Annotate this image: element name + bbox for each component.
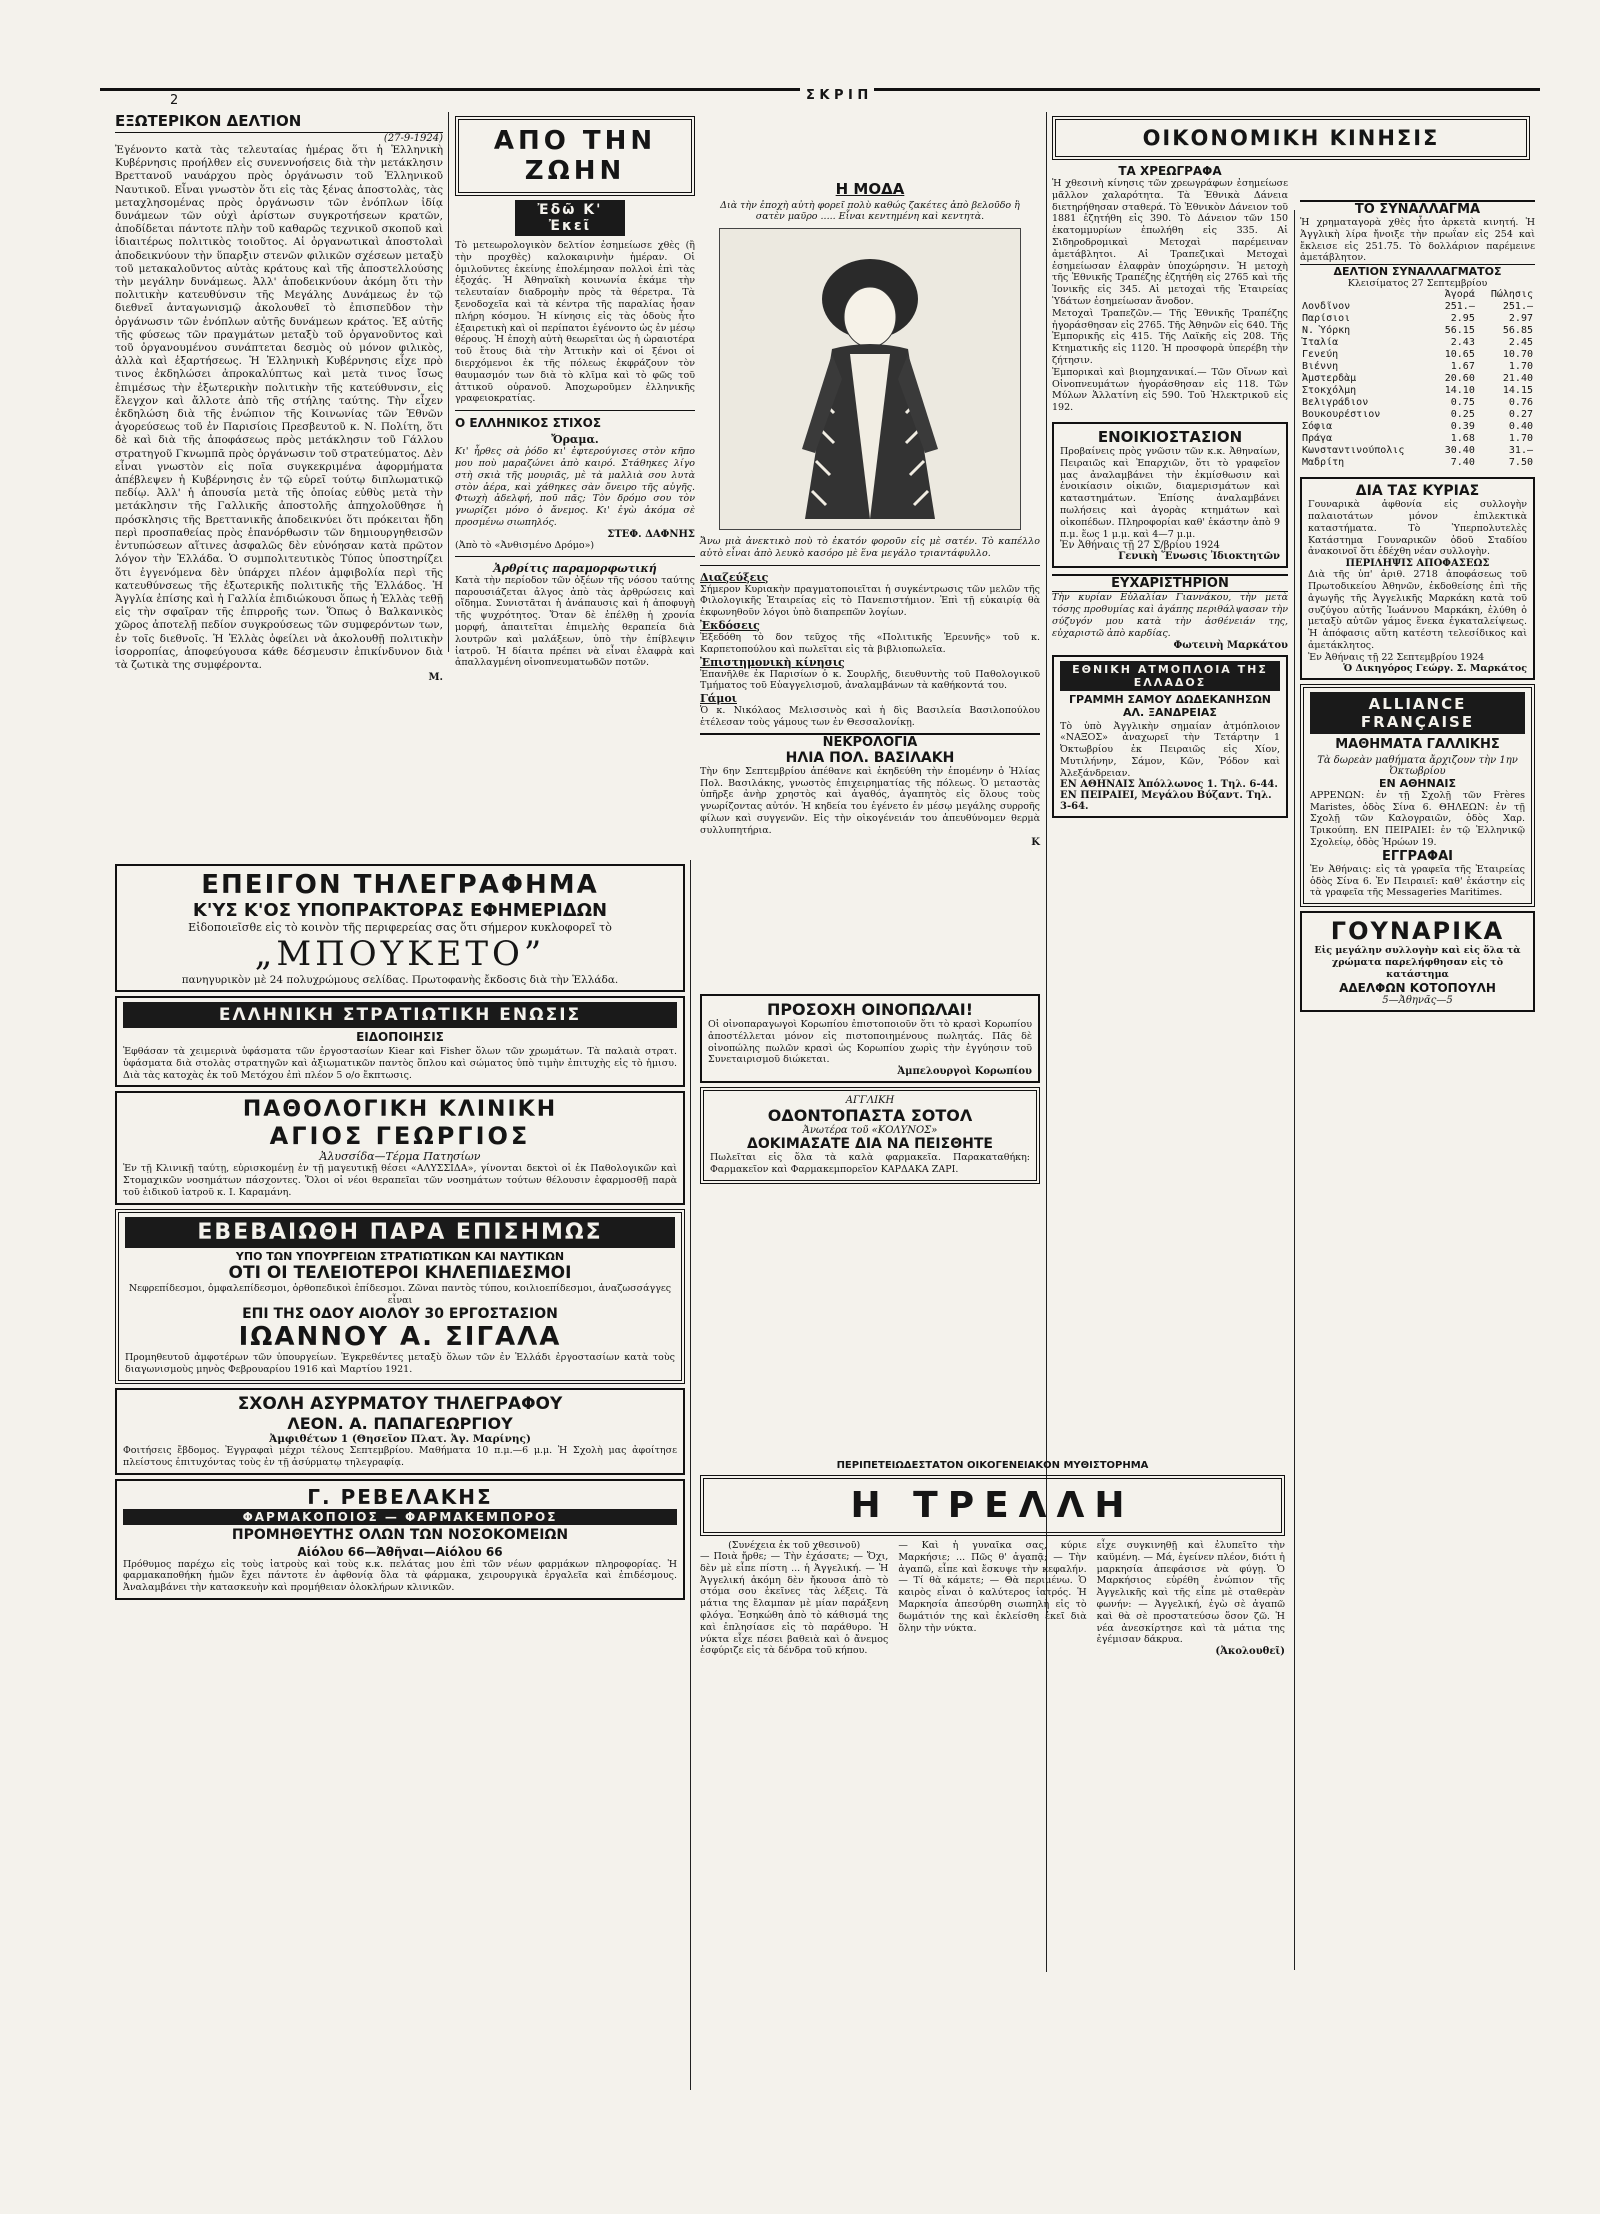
advice-title: Ἀρθρίτις παραμορφωτική (493, 561, 657, 575)
cell: 56.85 (1502, 325, 1533, 337)
toothpaste-ad (700, 1087, 1040, 1184)
novel-text: — Καὶ ἡ γυναῖκα σας, κύριε Μαρκήσιε; ... Πῶς θ' ἀγαπᾷ; — Τὴν ἀγαπῶ, εἶπε καὶ ἔσκυψε τὴν κεφαλήν. — Τί θὰ κάμετε; — Θὰ περιμένω. Ὁ καιρὸς εἶναι ὁ καλύτερος ἰατρός. Ἡ Μαρκησία ἀπεσύρθη σιωπηλὴ εἰς τὸ δωμάτιόν της καὶ ἐκλείσθη ἐκεῖ διὰ ὅλην τὴν νύκτα. (898, 1540, 1087, 1634)
toothpaste-title: ΟΔΟΝΤΟΠΑΣΤΑ ΣΟΤΟΛ (767, 1106, 973, 1126)
telegram-note: πανηγυρικὸν μὲ 24 πολυχρώμους σελίδας. Πρωτοφανὴς ἔκδοσις διὰ τὴν Ἑλλάδα. (181, 974, 619, 986)
header-cell: Πώλησις (1490, 289, 1533, 301)
masthead: Σ Κ Ρ Ι Π (800, 88, 874, 103)
divider (700, 565, 1040, 566)
pharmacy-ad (115, 1479, 685, 1600)
alliance-athens: ΕΝ ΑΘΗΝΑΙΣ (1379, 776, 1456, 790)
pharmacy-headline: ΠΡΟΜΗΘΕΥΤΗΣ ΟΛΩΝ ΤΩΝ ΝΟΣΟΚΟΜΕΙΩΝ (231, 1526, 569, 1543)
wine-sign: Ἀμπελουργοὶ Κορωπίου (897, 1066, 1032, 1078)
cell: Παρίσιοι (1302, 313, 1351, 325)
cell: Στοκχόλμη (1302, 385, 1357, 397)
toothpaste-slogan: ΔΟΚΙΜΑΣΑΤΕ ΔΙΑ ΝΑ ΠΕΙΣΘΗΤΕ (747, 1136, 993, 1153)
thanks-body: Τὴν κυρίαν Εὐλαλίαν Γιαννάκου, τὴν μετὰ τόσης προθυμίας καὶ ἀγάπης περιθάλψασαν τὴν σύζυγόν μου κατὰ τὴν ἀσθένειάν της, εὐχαριστῶ ἀπὸ καρδίας. (1052, 592, 1288, 639)
clinic-body: Ἐν τῇ Κλινικῇ ταύτῃ, εὑρισκομένῃ ἐν τῇ μαγευτικῇ θέσει «ΑΛΥΣΣΙΔΑ», γίνονται δεκτοὶ οἱ ἐκ Παθολογικῶν καὶ Στομαχικῶν νοσημάτων πάσχοντες. Ὅλοι οἱ νέοι θεραπεῖαι τῶν νοσημάτων τούτων θέλουσιν ἐφαρμοσθῇ παρὰ τοῦ ἐιδικοῦ ἰατροῦ κ. Ι. Καραμάνη. (123, 1163, 677, 1198)
thanks-sign: Φωτεινὴ Μαρκάτου (1173, 639, 1288, 651)
alliance-open: Τὰ δωρεὰν μαθήματα ἄρχιζουν τὴν 1ην Ὀκτωβρίου (1317, 754, 1518, 777)
bandage-note: Προμηθευτοῦ ἀμφοτέρων τῶν ὑπουργείων. Ἐγκρεθέντες μεταξὺ ὅλων τῶν ἐν Ἑλλάδι ἐργοστασίων κατὰ τοὺς διαγωνισμοὺς μηνὸς Φεβρουαρίου 1916 καὶ Μαρτίου 1921. (125, 1352, 675, 1376)
cell: 0.39 (1450, 421, 1475, 433)
cell: 30.40 (1444, 445, 1475, 457)
header-cell (1300, 289, 1434, 301)
cell: Βουκουρέστιον (1302, 409, 1381, 421)
toothpaste-origin: ΑΓΓΛΙΚΗ (845, 1095, 895, 1107)
fur-ad (1300, 911, 1535, 1011)
rent-sign: Γενικὴ Ἕνωσις Ἰδιοκτητῶν (1118, 551, 1280, 563)
subsection-title: Ἐδῶ Κ' Ἐκεῖ (515, 200, 625, 236)
fur-name: ΑΔΕΛΦΩΝ ΚΟΤΟΠΟΥΛΗ (1339, 980, 1496, 995)
table-row (1300, 373, 1535, 385)
rent-notice (1052, 422, 1288, 568)
signature: Μ. (428, 672, 443, 684)
telegram-name: „ΜΠΟΥΚΕΤΟ” (254, 934, 546, 974)
cell: Ἀμστερδὰμ (1302, 373, 1357, 385)
cell: Κωνσταντινούπολις (1302, 445, 1405, 457)
column-exchange (1300, 200, 1535, 2000)
clinic-ad (115, 1091, 685, 1204)
notice-body: Ἐξεδόθη τὸ δον τεῦχος τῆς «Πολιτικῆς Ἐρευνῆς» τοῦ κ. Καρπετοπούλου καὶ πωλεῖται εἰς τὰ βιβλιοπωλεῖα. (700, 631, 1040, 655)
telegram-ad (115, 864, 685, 992)
cell: 7.40 (1450, 457, 1475, 469)
column-fashion (700, 112, 1040, 972)
fur-address: 5—Ἀθηνᾶς—5 (1382, 994, 1453, 1006)
cell: 2.95 (1450, 313, 1475, 325)
notice-title: Γάμοι (700, 692, 737, 706)
novel-title: Η ΤΡΕΛΛΗ (700, 1475, 1285, 1536)
pharmacy-title: Γ. ΡΕΒΕΛΑΚΗΣ (307, 1484, 493, 1509)
cell: Πράγα (1302, 433, 1333, 445)
cell: 21.40 (1502, 373, 1533, 385)
wine-body: Οἱ οἰνοπαραγωγοὶ Κορωπίου ἐπιστοποιοῦν ὅτι τὸ κρασὶ Κορωπίου ἀποστέλλεται μόνον εἰς πιστοποιημένους πωλητάς. Πᾶς δὲ οἰνοπώλης πωλῶν κρασὶ ὡς Κορωπίου χωρὶς τὴν ἐγγύησιν τοῦ Συνεταιρισμοῦ διώκεται. (708, 1019, 1032, 1066)
novel-banner: ΠΕΡΙΠΕΤΕΙΩΔΕΣΤΑΤΟΝ ΟΙΚΟΓΕΝΕΙΑΚΟΝ ΜΥΘΙΣΤΟΡΗΜΑ (836, 1460, 1149, 1471)
cell: 14.15 (1502, 385, 1533, 397)
cell: 1.70 (1508, 433, 1533, 445)
rent-body: Προβαίνεις πρὸς γνῶσιν τῶν κ.κ. Ἀθηναίων, Πειραιῶς καὶ Ἐπαρχιῶν, ὅτι τὸ γραφεῖον μας ἀναλαμβάνει τὴν ἐκμίσθωσιν καὶ ἐνοικίασιν οἰκιῶν, διαμερισμάτων καὶ καταστημάτων. Ἐπίσης ἀναλαμβάνει πωλήσεις καὶ ἀγορὰς κτημάτων καὶ οἰκοπέδων. Πληροφορίαι καθ' ἑκάστην ἀπὸ 9 π.μ. ἕως 1 μ.μ. καὶ 4—7 μ.μ. (1060, 445, 1280, 540)
bandage-location: ΕΠΙ ΤΗΣ ΟΔΟΥ ΑΙΟΛΟΥ 30 ΕΡΓΟΣΤΑΣΙΟΝ (242, 1306, 558, 1323)
shipping-address: ΕΝ ΑΘΗΝΑΙΣ Ἀπόλλωνος 1. Τηλ. 6-44. ΕΝ ΠΕΙΡΑΙΕΙ, Μεγάλου Βύζαντ. Τηλ. 3-64. (1060, 779, 1278, 813)
novel-text: εἶχε συγκινηθῇ καὶ ἐλυπεῖτο τὴν καϋμένη. — Μά, ἐγείνεν πλέον, διότι ἡ μαρκησία ἀπεφάσισε νὰ φύγῃ. Ὁ Μαρκήσιος εὑρέθη ἐνώπιον τῆς Ἀγγελικῆς καὶ τῆς εἶπε μὲ σταθερὰν φωνήν: — Ἀγγελική, ἐγὼ σὲ ἀγαπῶ καὶ θὰ σὲ προστατεύσω ὅσον ζῶ. Ἡ νέα ἀνεσκίρτησε καὶ τὰ μάτια της ἐγέμισαν δάκρυα. (1096, 1540, 1285, 1646)
cell: 251.— (1502, 301, 1533, 313)
exchange-body: Ἡ χρηματαγορὰ χθὲς ἦτο ἀρκετὰ κινητή. Ἡ Ἀγγλικὴ λίρα ἤνοιξε τὴν πρωΐαν εἰς 254 καὶ ἔκλεισε εἰς 251.75. Τὸ δολλάριον παρέμεινε ἀμετάβλητον. (1300, 217, 1535, 264)
cell: 56.15 (1444, 325, 1475, 337)
subsection-title: ΤΑ ΧΡΕΩΓΡΑΦΑ (1118, 164, 1222, 178)
registration-body: Ἐν Ἀθήναις: εἰς τὰ γραφεῖα τῆς Ἑταιρείας ὁδὸς Σίνα 6. Ἐν Πειραιεῖ: καθ' ἑκάστην εἰς τὰ γραφεῖα τῆς Messageries Maritimes. (1310, 863, 1525, 899)
exchange-title: ΤΟ ΣΥΝΑΛΛΑΓΜΑ (1300, 200, 1535, 217)
telegram-body: Εἰδοποιεῖσθε εἰς τὸ κοινὸν τῆς περιφερείας σας ὅτι σήμερον κυκλοφορεῖ τὸ (188, 921, 612, 934)
article-body: Ἐμπορικαὶ καὶ βιομηχανικαί.— Τῶν Οἴνων καὶ Οἰνοπνευμάτων ἠγοράσθησαν εἰς 118. Τῶν Μύλων Ἁλλατίνη εἰς 590. Τοῦ Ἠλεκτρικοῦ εἰς 192. (1052, 366, 1288, 414)
table-row (1300, 301, 1535, 313)
cell: Βιέννη (1302, 361, 1339, 373)
cell: 10.65 (1444, 349, 1475, 361)
novel-col (898, 1540, 1086, 1657)
page-number: 2 (170, 93, 179, 108)
cell: 2.45 (1508, 337, 1533, 349)
divider (455, 410, 695, 411)
header-cell: Ἀγορά (1444, 289, 1475, 301)
poem-text: Κι' ἦρθες σὰ ῥόδο κι' ἐφτερούγισες στὸν κῆπο μου ποὺ μαραζώνει ἀπὸ καιρό. Στάθηκες λίγο στὴ σκιὰ τῆς μουριᾶς, μὲ τὰ μαλλιὰ σου λυτὰ στὸν ἀέρα, καὶ χάθηκες σὰν ὄνειρο τῆς αὐγῆς. Φτωχὴ ἀδελφή, ποῦ πᾶς; Τὸν δρόμο σου τὸν γνωρίζει μόνο ὁ ἄνεμος. Κι' ἐγὼ ἀκόμα σὲ προσμένω σιωπηλός. (455, 446, 695, 528)
obituary-section: ΝΕΚΡΟΛΟΓΙΑ (700, 733, 1040, 750)
poem-source: (Ἀπὸ τὸ «Ἀνθισμένο Δρόμο») (455, 539, 595, 551)
fashion-title: Η ΜΟΔΑ (835, 180, 905, 198)
bandage-ad (115, 1209, 685, 1384)
bandage-body: Νεφρεπίδεσμοι, ὀμφαλεπίδεσμοι, ὀρθοπεδικοὶ ἐπίδεσμοι. Ζῶναι παντὸς τύπου, κοιλιοεπίδεσμοι, ἀναζωσσάγγες εἶναι (128, 1282, 672, 1306)
ladies-ad (1300, 477, 1535, 680)
section-title: ΟΙΚΟΝΟΜΙΚΗ ΚΙΝΗΣΙΣ (1052, 116, 1530, 160)
fur-title: ΓΟΥΝΑΡΙΚΑ (1330, 917, 1505, 946)
cell: Λονδῖνον (1302, 301, 1351, 313)
shipping-ad (1052, 655, 1288, 819)
wine-notice (700, 994, 1040, 1083)
obituary-sign: Κ (1031, 836, 1040, 848)
poem-section: Ο ΕΛΛΗΝΙΚΟΣ ΣΤΙΧΟΣ (455, 416, 602, 431)
cell: 31.— (1508, 445, 1533, 457)
cell: 20.60 (1444, 373, 1475, 385)
toothpaste-subtitle: Ἀνωτέρα τοῦ «ΚΟΛΥΝΟΣ» (802, 1125, 938, 1137)
cell: Σόφια (1302, 421, 1333, 433)
section-title: ΑΠΟ ΤΗΝ ΖΩΗΝ (455, 116, 695, 196)
cell: Ἰταλία (1302, 337, 1339, 349)
novel-text: — Ποιὰ ἤρθε; — Τὴν ἐχάσατε; — Ὄχι, δὲν μὲ εἶπε πίστη ... ἡ Ἀγγελική. — Ἡ Ἀγγελική ἀκόμη δὲν ἤκουσα ἀπὸ τὸ στόμα σου ἐκεῖνες τὰς λέξεις. Τὰ μάτια της ἔλαμπαν μὲ μίαν παράξενη φλόγα. Ἐσηκώθη ἀπὸ τὸ κάθισμά της καὶ ἐπλησίασε εἰς τὸ παράθυρο. Ἡ νύκτα εἶχε πέσει βαθειὰ καὶ ὁ ἄνεμος ἐσφύριζε εἰς τὰ δένδρα τοῦ κήπου. (700, 1551, 889, 1657)
army-union-subtitle: ΕΙΔΟΠΟΙΗΣΙΣ (356, 1030, 444, 1044)
notice-body: Ἐπανῆλθε ἐκ Παρισίων ὁ κ. Σουρλῆς, διευθυντὴς τοῦ Παθολογικοῦ Τμήματος τοῦ Εὐαγγελισμοῦ, ἀναλαμβάνων τὰ καθήκοντά του. (700, 668, 1040, 692)
telegram-subtitle: Κ'ΥΣ Κ'ΟΣ ΥΠΟΠΡΑΚΤΟΡΑΣ ΕΦΗΜΕΡΙΔΩΝ (192, 900, 608, 921)
table-row (1300, 349, 1535, 361)
cell: Γενεύη (1302, 349, 1339, 361)
bandage-headline: ΟΤΙ ΟΙ ΤΕΛΕΙΟΤΕΡΟΙ ΚΗΛΕΠΙΔΕΣΜΟΙ (228, 1262, 572, 1283)
cell: Μαδρίτη (1302, 457, 1345, 469)
wireless-school-ad (115, 1388, 685, 1475)
cell: 0.40 (1508, 421, 1533, 433)
pharmacy-address: Αἰόλου 66—Ἀθῆναι—Αἰόλου 66 (297, 1544, 503, 1559)
poem-title: Ὄραμα. (551, 433, 599, 447)
fashion-drawing (720, 229, 1020, 529)
court-title: ΠΕΡΙΛΗΨΙΣ ΑΠΟΦΑΣΕΩΣ (1345, 558, 1490, 570)
shipping-title: ΕΘΝΙΚΗ ΑΤΜΟΠΛΟΙΑ ΤΗΣ ΕΛΛΑΔΟΣ (1060, 661, 1280, 691)
pharmacy-subtitle: ΦΑΡΜΑΚΟΠΟΙΟΣ — ΦΑΡΜΑΚΕΜΠΟΡΟΣ (123, 1509, 677, 1525)
cell: 1.67 (1450, 361, 1475, 373)
notice-body: Ὁ κ. Νικόλαος Μελισσινὸς καὶ ἡ δὶς Βασιλεία Βασιλοπούλου ἐτέλεσαν τοὺς γάμους των ἐν Θεσσαλονίκῃ. (700, 705, 1040, 728)
shipping-body: Τὸ ὑπὸ Ἀγγλικὴν σημαίαν ἀτμόπλοιον «ΝΑΞΟΣ» ἀναχωρεῖ τὴν Τετάρτην 1 Ὀκτωβρίου ἐκ Πειραιῶς εἰς Χίον, Μυτιλήνην, Σάμον, Κῶν, Ῥόδον καὶ Ἀλεξάνδρειαν. (1060, 720, 1280, 779)
cell: 1.68 (1450, 433, 1475, 445)
section-title: ΕΞΩΤΕΡΙΚΟΝ ΔΕΛΤΙΟΝ (115, 112, 443, 133)
novel-columns (700, 1540, 1285, 1657)
column-rule (690, 860, 691, 2090)
fur-body: Εἰς μεγάλην συλλογὴν καὶ εἰς ὅλα τὰ χρώματα παρελήφθησαν εἰς τὸ κατάστημα (1314, 945, 1521, 980)
table-row (1300, 313, 1535, 325)
ladies-title: ΔΙΑ ΤΑΣ ΚΥΡΙΑΣ (1355, 483, 1480, 500)
poem-author: ΣΤΕΦ. ΔΑΦΝΗΣ (607, 528, 695, 540)
cell: 251.— (1444, 301, 1475, 313)
novel-col (1097, 1540, 1285, 1657)
rates-table (1300, 289, 1535, 469)
serial-novel (700, 1460, 1285, 2080)
fashion-illustration (719, 228, 1021, 530)
article-body: Ἡ χθεσινὴ κίνησις τῶν χρεωγράφων ἐσημείωσε μᾶλλον χαλαρότητα. Τὰ Ἐθνικὰ Δάνεια διετηρήθησαν σταθερά. Τὸ Ἐθνικὸν Δάνειον τοῦ 1881 ἐζητήθη εἰς 390. Τὸ Δάνειον τῶν 150 ἑκατομμυρίων ἐπωλήθη εἰς 335. Αἱ Σιδηροδρομικαὶ Μετοχαὶ παρέμειναν ἀμετάβλητοι. Αἱ Τραπεζικαὶ Μετοχαὶ ἐσημείωσαν ἐλαφρὰν ὑποχώρησιν. Ἡ μετοχὴ τῆς Ἐθνικῆς Τραπέζης ἐζητήθη εἰς 2765 καὶ τῆς Ἰονικῆς εἰς 345. Αἱ μετοχαὶ τῆς Ἑταιρείας Ὑδάτων ἐσημείωσαν ἄνοδον. (1052, 178, 1288, 307)
novel-next: (Ἀκολουθεῖ) (1215, 1646, 1285, 1658)
cell: 10.70 (1502, 349, 1533, 361)
school-body: Φοιτήσεις ἔβδομος. Ἐγγραφαὶ μέχρι τέλους Σεπτεμβρίου. Μαθήματα 10 π.μ.—6 μ.μ. Ἡ Σχολὴ μας ἀφοίτησε πλείστους ἐπιτυχόντας τοὺς ἐν τῇ ἀσύρματῳ τηλεγραφίᾳ. (123, 1444, 677, 1468)
clinic-address: Ἀλυσσίδα—Τέρμα Πατησίων (319, 1150, 481, 1164)
bandage-title: ΕΒΕΒΑΙΩΘΗ ΠΑΡΑ ΕΠΙΣΗΜΩΣ (125, 1217, 675, 1248)
table-row (1300, 385, 1535, 397)
novel-col (700, 1540, 888, 1657)
table-row (1300, 325, 1535, 337)
alliance-body: ΑΡΡΕΝΩΝ: ἐν τῇ Σχολῇ τῶν Frères Maristes, ὁδὸς Σίνα 6. ΘΗΛΕΩΝ: ἐν τῇ Σχολῇ τῶν Καλογραιῶν, ὁδὸς Χαρ. Τρικούπη. ΕΝ ΠΕΙΡΑΙΕΙ: ἐν τῷ Ἐλληνικῷ Σχολείῳ, ὁδὸς Ἡρώων 19. (1310, 789, 1525, 848)
article-body: Μετοχαὶ Τραπεζῶν.— Τῆς Ἐθνικῆς Τραπέζης ἠγοράσθησαν εἰς 2765. Τῆς Ἀθηνῶν εἰς 640. Τῆς Ἐμπορικῆς εἰς 415. Τῆς Λαϊκῆς εἰς 208. Τῆς Κτηματικῆς εἰς 1120. Ἡ προσφορὰ ὑπερέβη τὴν ζήτησιν. (1052, 307, 1288, 366)
table-row (1300, 361, 1535, 373)
table-row (1300, 445, 1535, 457)
cell: 0.27 (1508, 409, 1533, 421)
cell: 0.75 (1450, 397, 1475, 409)
column-foreign-news (115, 112, 443, 877)
registration-title: ΕΓΓΡΑΦΑΙ (1382, 848, 1453, 864)
rates-subtitle: Κλεισίματος 27 Σεπτεμβρίου (1347, 278, 1488, 290)
notice-title: Ἐπιστημονικὴ κίνησις (700, 655, 845, 669)
army-union-ad (115, 996, 685, 1087)
army-union-body: Ἐφθάσαν τὰ χειμερινὰ ὑφάσματα τῶν ἐργοστασίων Kiear καὶ Fisher ὅλων τῶν χρωμάτων. Τὰ παλαιὰ στρατ. ὑφάσματα διὰ στολὰς στρατηγῶν καὶ ἀξιωματικῶν παντὸς ὅπλου καὶ σώματος ὑπὸ τιμὴν ἐπιτυχὴς εἰς τὸ ἡμισυ. Διὰ τὰς κατοχὰς ἐκ τοῦ Μετόχου ἐπὶ πλέον 5 ο/ο ἔκπτωσις. (123, 1046, 677, 1081)
cell: Ν. Ὑόρκη (1302, 325, 1351, 337)
fashion-caption: Ἄνω μιὰ ἀνεκτικὸ ποὺ τὸ ἐκατόν φοροῦν εἰς μὲ σατέν. Τὸ καπέλλο αὐτὸ εἶναι ἀπὸ λευκὸ κασόρο μὲ ἕνα μεγάλο τριαντάφυλλο. (700, 536, 1040, 559)
obituary-name: ΗΛΙΑ ΠΟΛ. ΒΑΣΙΛΑΚΗ (785, 749, 955, 766)
school-name: ΛΕΟΝ. Α. ΠΑΠΑΓΕΩΡΓΙΟΥ (287, 1413, 513, 1433)
clinic-name: ΑΓΙΟΣ ΓΕΩΡΓΙΟΣ (269, 1122, 531, 1151)
cell: 0.25 (1450, 409, 1475, 421)
bandage-maker: ΙΩΑΝΝΟΥ Α. ΣΙΓΑΛΑ (238, 1322, 562, 1353)
court-sign: Ὁ Δικηγόρος Γεώργ. Σ. Μαρκάτος (1343, 662, 1527, 674)
clinic-title: ΠΑΘΟΛΟΓΙΚΗ ΚΛΙΝΙΚΗ (242, 1097, 558, 1123)
table-row (1300, 337, 1535, 349)
rent-date: Ἐν Ἀθήναις τῇ 27 Σ/βρίου 1924 (1060, 540, 1220, 552)
court-body: Διὰ τῆς ὑπ' ἀριθ. 2718 ἀποφάσεως τοῦ Πρωτοδικείου Ἀθηνῶν, ἐκδοθείσης ἐπὶ τῆς ἀγωγῆς τῆς Ἀγγελικῆς Μαρκάκη κατὰ τοῦ συζύγου αὐτῆς Ἰωάννου Μαρκάκη, ἐλύθη ὁ μεταξὺ αὐτῶν γάμος ἕνεκα ἐγκαταλείψεως. Ἡ ἀπόφασις αὕτη κατέστη τελεσίδικος καὶ ἀμετάκλητος. (1308, 569, 1527, 651)
toothpaste-body: Πωλεῖται εἰς ὅλα τὰ καλὰ φαρμακεῖα. Παρακαταθήκη: Φαρμακεῖον καὶ Φαρμακεμπορεῖον ΚΑΡΔΑΚΑ ΖΑΡΙ. (710, 1152, 1030, 1175)
thanks-title: ΕΥΧΑΡΙΣΤΗΡΙΟΝ (1052, 574, 1288, 592)
alliance-ad (1300, 684, 1535, 907)
dateline: (27-9-1924) (383, 133, 443, 144)
table-row (1300, 421, 1535, 433)
table-row (1300, 397, 1535, 409)
article-body: Τὸ μετεωρολογικὸν δελτίον ἐσημείωσε χθὲς (ἢ τὴν προχθὲς) καλοκαιρινὴν ἡμέραν. Οἱ ὁμιλοῦντες ἐκείνης ἐπολέμησαν πολλοὶ ἐπὶ τὰς ἐξοχάς. Ἡ Ἀθηναϊκὴ κοινωνία ἐκάμε τὴν τελευταίαν διαδρομὴν πρὸς τὰ θέρετρα. Τὰ ξενοδοχεῖα καὶ τὰ κέντρα τῆς παραλίας ἦσαν πλήρη κόσμου. Ἡ κίνησις εἰς τὰς ὁδοὺς ἦτο ἐξαιρετικὴ καὶ οἱ περίπατοι ἐγένοντο ὡς ἐν μέσῳ θέρους. Ἡ ἐποχὴ αὐτὴ θεωρεῖται ὡς ἡ ὡραιοτέρα τοῦ ἔτους διὰ τὴν Ἀττικὴν καὶ οἱ ξένοι οἱ διερχόμενοι ἐκ τῆς πόλεως ἐκφράζουν τὸν θαυμασμόν των διὰ τὸ κλῖμα καὶ τὸ φῶς τοῦ ἀττικοῦ οὐρανοῦ. Ἀποχωροῦμεν ἐλληνικῆς γραφειοκρατίας. (455, 240, 695, 405)
column-life (455, 112, 695, 972)
notice-title: Διαζεύξεις (700, 570, 769, 584)
cell: 1.70 (1508, 361, 1533, 373)
school-title: ΣΧΟΛΗ ΑΣΥΡΜΑΤΟΥ ΤΗΛΕΓΡΑΦΟΥ (237, 1393, 563, 1414)
table-row (1300, 433, 1535, 445)
telegram-title: ΕΠΕΙΓΟΝ ΤΗΛΕΓΡΑΦΗΜΑ (201, 870, 599, 900)
obituary-body: Τὴν 6ην Σεπτεμβρίου ἀπέθανε καὶ ἐκηδεύθη τὴν ἑπομένην ὁ Ἠλίας Πολ. Βασιλάκης, γνωστὸς ἐπιχειρηματίας τῆς πόλεως. Ὁ μεταστὰς ὑπῆρξε ἀνὴρ χρηστὸς καὶ ἀγαθός, ἀγαπητὸς εἰς ὅλους τοὺς γνωρίζοντας αὐτόν. Ἡ κηδεία του ἐγένετο ἐν μέσῳ μεγάλης συρροῆς φίλων καὶ συγγενῶν. Εἰς τὴν οἰκογένειάν του ἀπευθύνομεν θερμὰ συλλυπητήρια. (700, 765, 1040, 836)
court-date: Ἐν Ἀθήναις τῇ 22 Σεπτεμβρίου 1924 (1308, 651, 1485, 663)
advice-text: Κατὰ τὴν περίοδον τῶν ὀξέων τῆς νόσου ταύτης παρουσιάζεται ἀλγος ἀπὸ τὰς ἀρθρώσεις καὶ οἴδημα. Συνιστᾶται ἡ ἀνάπαυσις καὶ ἡ ἀποφυγὴ τῆς ψυχρότητος. Ὅταν δὲ ἐπέλθῃ ἡ χρονία μορφή, ἀπαιτεῖται ἐπιμελὴς θεραπεία διὰ λουτρῶν καὶ μαλάξεων, ὑπὸ τὴν ἐπίβλεψιν ἰατροῦ. Ἡ δίαιτα πρέπει νὰ εἶναι ἐλαφρὰ καὶ ἀπαλλαγμένη οἰνοπνευματωδῶν ποτῶν. (455, 574, 695, 669)
rent-title: ΕΝΟΙΚΙΟΣΤΑΣΙΟΝ (1097, 427, 1243, 446)
divider (455, 556, 695, 557)
table-row (1300, 457, 1535, 469)
cell: 0.76 (1508, 397, 1533, 409)
article-body: Ἐγένοντο κατὰ τὰς τελευταίας ἡμέρας ὅτι ἡ Ἑλληνικὴ Κυβέρνησις προήλθεν εἰς συνεννοήσεις διὰ τὴν μετάκλησιν Βρεττανοῦ ναυάρχου πρὸς ὀργάνωσιν τοῦ Ἑλληνικοῦ Ναυτικοῦ. Εἶναι γνωστὸν ὅτι εἰς τὰς ξένας ἀποστολὰς, τὰς μεταχλησομένας πρὸς ὀργάνωσιν τῶν ἐνόπλων ἰδίᾳ δυνάμεων τῶν οὐχὶ ἀρίστων συγκροτήσεων κρατῶν, ἀποδίδεται πάντοτε πλὴν τοῦ καθαρῶς τεχνικοῦ σκοποῦ καὶ ἰδιαιτέρως πολιτικὸς τοιοῦτος. Αἱ ὀργανωτικαὶ ἀποστολαὶ ἀποδεικνύουν τὴν ὕπαρξιν στενῶν φιλικῶν σχέσεων μεταξὺ τοῦ μετακαλοῦντος αὐτὰς κράτους καὶ τῆς ἀποστελλούσης τὴν μεγάλην δυνάμεως. Ἀλλ' ἀποδεικνύουν ἀκόμη ὅτι τὴν πολιτικὴν κατευθύνσιν τῆς Μεγάλης Δυνάμεως ἐν τῷ διεθνεῖ ἀνταγωνισμῷ ἀκολουθεῖ τὸ ἐπισπεῦδον τὴν ὀργάνωσιν τῶν ἐνόπλων αὐτῆς δυνάμεων κράτος. Ἐξ αὐτῆς τῆς φύσεως τῶν πραγμάτων μεταξὺ τοῦ ὀργανοῦντος καὶ τοῦ ὀργανουμένου συνάπτεται δεσμὸς οὐ μόνον φιλικὸς, ἀλλὰ καὶ ἐξαρτήσεως. Ἡ Ἑλληνικὴ Κυβέρνησις εἶχε πρὸ τινος ἐκδηλώσει ἀπροκαλύπτως καὶ μετὰ τινος ἴσως ἐπιμέσως τὴν ἐξωτερικὴν πολιτικὴν τῆς κατεύθυνσιν, εἰς ἔλεγχον καὶ ἄλλοτε ἀπὸ τῆς στήλης ταύτης. Τὴν εἶχεν ἐκδηλώση διὰ τῆς ἐνώπιον τῆς Κοινωνίας τῶν Ἐθνῶν ἀγορεύσεως τοῦ ἐν Παρισίοις Πρεσβευτοῦ κ. Ν. Πολίτη, ὅτι δὲ καὶ διὰ τῆς ἀποφάσεως πρὸς μετάκλησιν τοῦ Γάλλου στρατηγοῦ Γκνωμπᾶ πρὸς ὀργάνωσιν τοῦ στρατεύματος. Δὲν εἶναι γνωστὸν εἰς ποῖα συγκεκριμένα ἀφορμήματα ἀπέβλεψεν ἡ Κυβέρνησις ἐν τῷ εὑρεῖ τούτῳ διπλωματικῷ πεδίῳ. Ἀλλ' ἡ ἀπουσία μετὰ τῆς ὁποίας εὐθὺς μετὰ τὴν μετάκλησιν τῆς Γαλλικῆς ἀποστολῆς ἀπηχολοῦθησε ἡ πρόσκλησις τῆς Βρεττανικῆς ἀποδεικνύει ὅτι πρόκειται ἤδη περὶ προσπαθείας πρὸς ἐπανόρθωσιν τῶν δημιουργηθεισῶν ἐντυπώσεων αἵτινες ἀσφαλῶς δὲν εὐνόησαν κατὰ πρῶτον λόγον τὴν Ἑλλάδα. Ὁ συμπολιτευτικὸς Τύπος ὑποστηρίζει ὅτι ἐγγενόμενα δὲν ὑπάρχει πλέον ἀμφιβολία περὶ τῆς κατευθύνσεως τῆς ἐξωτερικῆς πολιτικῆς τῆς Ἑλλάδος. Ἡ Ἀγγλία ἐπίσης καὶ ἡ Γαλλία ἐπιδιώκουσι ὅπως ἡ Ἑλλὰς τεθῇ εἰς τὴν σφαῖραν τῆς ἐπιρροῆς των. Ὅπως ὁ Βαλκανικὸς χῶρος ἀποτελῇ πεδίον συγκρούσεως τῶν συμφερόντων των, ἐν τοῖς διεθνοῖς. Ἡ Ἑλλὰς ὀφείλει νὰ ἀκολουθῇ πολιτικὴν ἰσορροπίας, ἀποφεύγουσα κάθε δέσμευσιν ἐπικίνδυνον διὰ τὰ ζωτικὰ της συμφέροντα. (115, 144, 443, 671)
cell: 2.43 (1450, 337, 1475, 349)
shipping-line: ΓΡΑΜΜΗ ΣΑΜΟΥ ΔΩΔΕΚΑΝΗΣΩΝ ΑΛ. ΞΑΝΔΡΕΙΑΣ (1068, 692, 1272, 719)
alliance-subtitle: ΜΑΘΗΜΑΤΑ ΓΑΛΛΙΚΗΣ (1335, 736, 1500, 752)
column-rule (448, 112, 449, 652)
army-union-title: ΕΛΛΗΝΙΚΗ ΣΤΡΑΤΙΩΤΙΚΗ ΕΝΩΣΙΣ (123, 1002, 677, 1028)
bandage-subtitle: ΥΠΟ ΤΩΝ ΥΠΟΥΡΓΕΙΩΝ ΣΤΡΑΤΙΩΤΙΚΩΝ ΚΑΙ ΝΑΥΤΙΚΩΝ (235, 1249, 565, 1263)
table-row (1300, 409, 1535, 421)
notice-body: Σήμερον Κυριακὴν πραγματοποιεῖται ἡ συγκέντρωσις τῶν μελῶν τῆς Φιλολογικῆς Ἑταιρείας εἰς τὸ Πανεπιστήμιον. Ἐπὶ τῇ εὐκαιρίᾳ θὰ ἐκφωνηθοῦν λόγοι ὑπὸ διαπρεπῶν λογίων. (700, 583, 1040, 619)
cell: 2.97 (1508, 313, 1533, 325)
cell: 14.10 (1444, 385, 1475, 397)
fashion-subtitle: Διὰ τὴν ἐποχὴ αὐτὴ φορεῖ πολὺ καθώς ζακέτες ἀπὸ βελοῦδο ἢ σατὲν μαῦρο ..... Εἶναι κεντημένη καὶ κεντητὰ. (720, 200, 1020, 222)
cell: 7.50 (1508, 457, 1533, 469)
school-address: Ἀμφιθέτων 1 (Θησεῖον Πλατ. Ἁγ. Μαρίνης) (269, 1432, 531, 1445)
notice-title: Ἐκδόσεις (700, 618, 760, 632)
novel-continued: (Συνέχεια ἐκ τοῦ χθεσινοῦ) (728, 1540, 861, 1551)
rates-header (1300, 289, 1535, 301)
column-middle-ads (700, 990, 1040, 1350)
column-ads (115, 860, 685, 2090)
column-rule (1294, 210, 1295, 1970)
wine-title: ΠΡΟΣΟΧΗ ΟΙΝΟΠΩΛΑΙ! (766, 1000, 974, 1019)
ladies-body: Γουναρικὰ ἀφθονία εἰς συλλογὴν παλαιοτάτων μόνον ἐπιλεκτικὰ καταστήματα. Τὸ Ὑπερπολυτελὲς Κατάστημα Γουναρικῶν ὁδοῦ Σταδίου ἀνακοινοῖ ὅτι ἐδέχθη νέαν συλλογὴν. (1308, 499, 1527, 558)
rates-title: ΔΕΛΤΙΟΝ ΣΥΝΑΛΛΑΓΜΑΤΟΣ (1300, 264, 1535, 278)
pharmacy-body: Πρόθυμος παρέχω εἰς τοὺς ἰατροὺς καὶ τοὺς κ.κ. πελάτας μου ἐπὶ τῶν νέων φαρμάκων πληροφορίας. Ἡ φαρμακαποθήκη ἡμῶν ἔχει πάντοτε ἐν ἀφθονίᾳ ὅλα τὰ φάρμακα, χειρουργικὰ ἐργαλεῖα καὶ ἐπιδέσμους. Ἀναλαμβάνει τὴν κατασκευὴν καὶ προμήθειαν ὁλοκλήρων κλινικῶν. (123, 1558, 677, 1594)
cell: Βελιγράδιον (1302, 397, 1369, 409)
alliance-title: ALLIANCE FRANÇAISE (1310, 692, 1525, 734)
